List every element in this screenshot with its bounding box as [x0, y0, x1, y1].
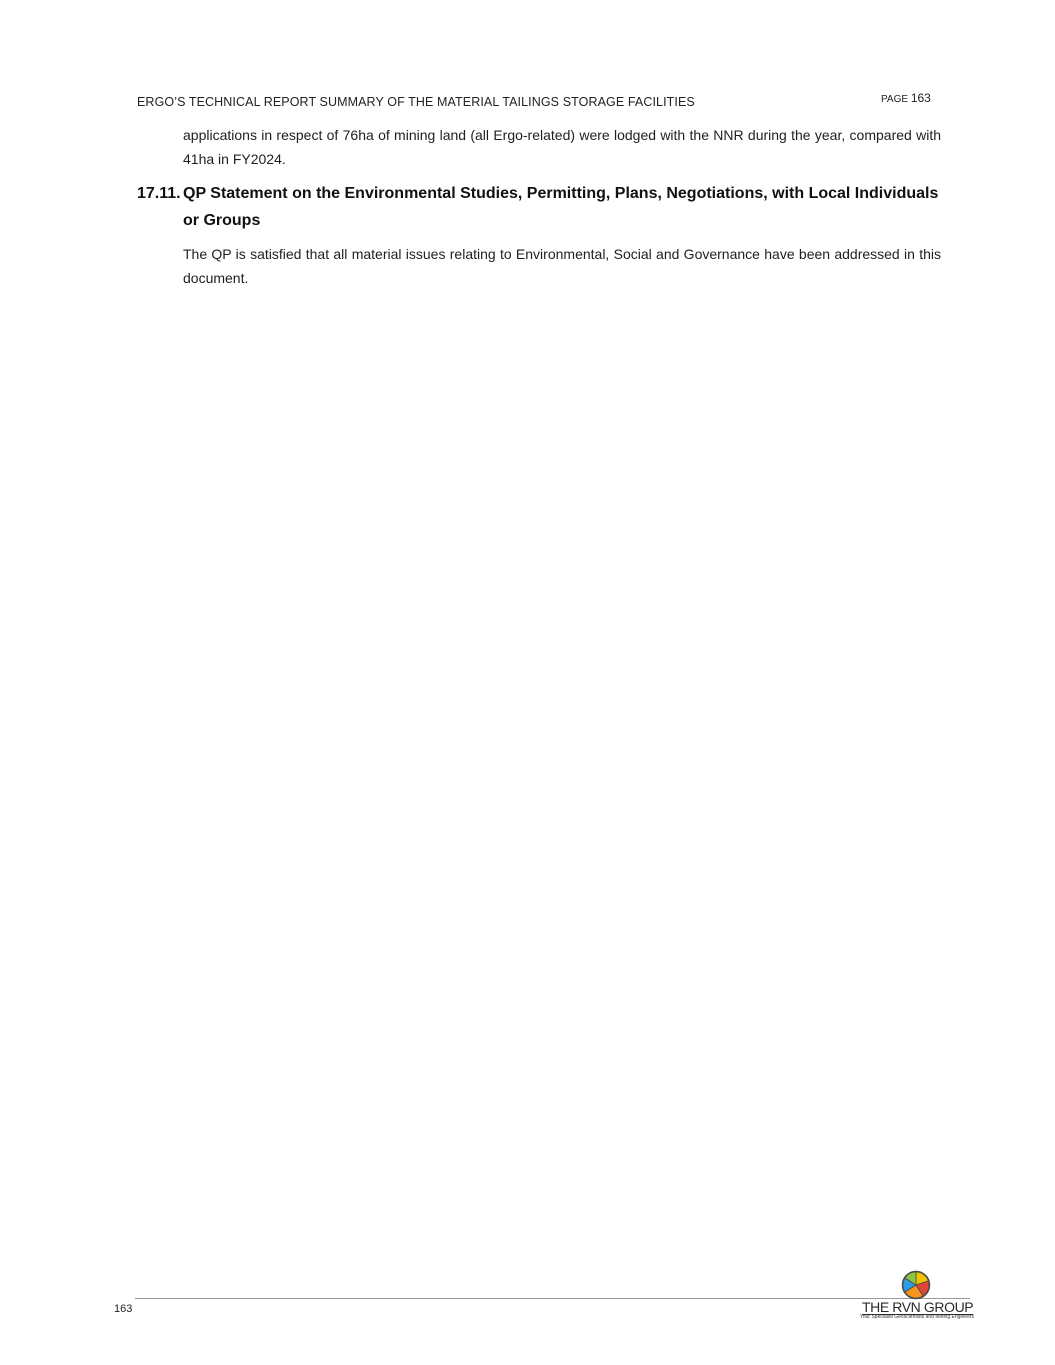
running-header-title: ERGO’S TECHNICAL REPORT SUMMARY OF THE MATERIAL TAILINGS STORAGE FACILITIES	[137, 95, 695, 109]
logo-tagline: Your Specialist Geoscientists and Mining Engineers	[859, 1314, 975, 1320]
header-page-number: 163	[910, 91, 931, 105]
section-title: QP Statement on the Environmental Studies, Permitting, Plans, Negotiations, with Local Individuals or Groups	[183, 185, 939, 229]
rvn-group-logo	[856, 1268, 978, 1324]
running-header-page	[881, 91, 931, 105]
header-page-prefix: PAGE	[881, 94, 909, 105]
logo-name: THE RVN GROUP	[862, 1299, 974, 1315]
body-paragraph-continued: applications in respect of 76ha of mining land (all Ergo-related) were lodged with the NNR during the year, compared with 41ha in FY2024.	[183, 127, 941, 167]
qp-statement-paragraph: The QP is satisfied that all material issues relating to Environmental, Social and Governance have been addressed in this document.	[183, 246, 941, 286]
section-heading	[137, 180, 941, 234]
section-number: 17.11.	[137, 185, 181, 202]
footer-page-number: 163	[114, 1303, 133, 1315]
footer-divider	[135, 1298, 970, 1299]
rvn-logo-mark-icon	[901, 1270, 931, 1300]
